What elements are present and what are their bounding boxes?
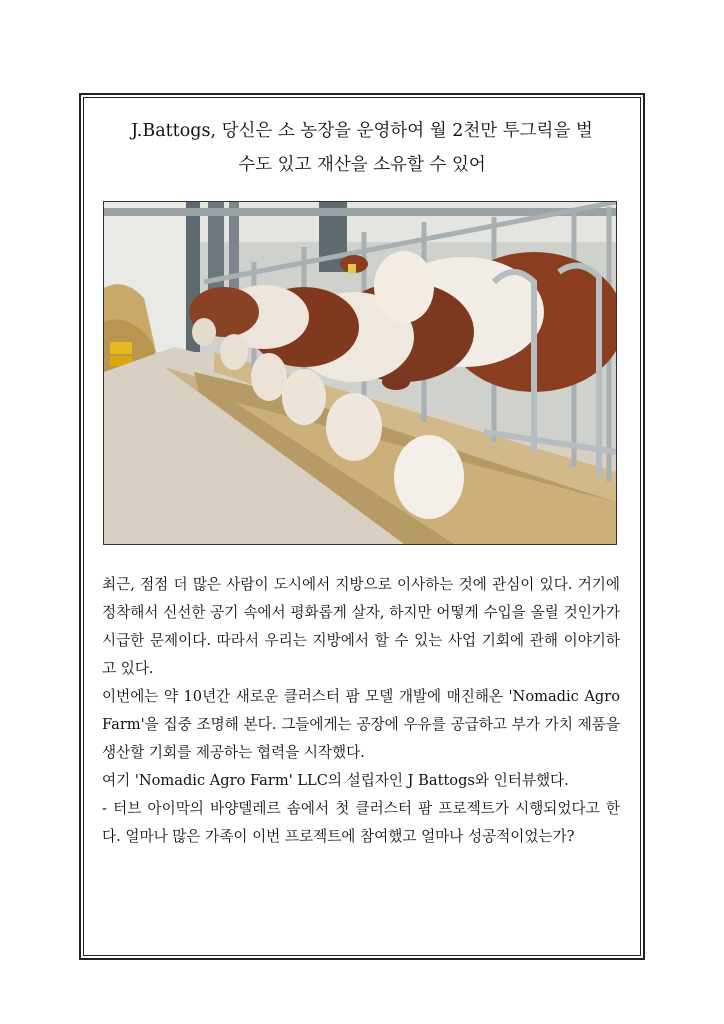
article-body (102, 571, 620, 851)
article-title (100, 114, 624, 182)
article-paragraph-4: - 터브 아이막의 바양델레르 솜에서 첫 클러스터 팜 프로젝트가 시행되었다고 한다. 얼마나 많은 가족이 이번 프로젝트에 참여했고 얼마나 성공적이었는가? (102, 800, 620, 845)
title-line-1: J.Battogs, 당신은 소 농장을 운영하여 월 2천만 투그릭을 벌 (131, 121, 593, 141)
article-paragraph-1: 최근, 점점 더 많은 사람이 도시에서 지방으로 이사하는 것에 관심이 있다. 거기에 정착해서 신선한 공기 속에서 평화롭게 살자, 하지만 어떻게 수입을 올릴 것인가가 시급한 문제이다. 따라서 우리는 지방에서 할 수 있는 사업 기회에 관해 이야기하고 있다. (102, 576, 620, 677)
title-line-2: 수도 있고 재산을 소유할 수 있어 (238, 155, 486, 175)
article-paragraph-2: 이번에는 약 10년간 새로운 클러스터 팜 모델 개발에 매진해온 'Nomadic Agro Farm'을 집중 조명해 본다. 그들에게는 공장에 우유를 공급하고 부가 가치 제품을 생산할 기회를 제공하는 협력을 시작했다. (102, 688, 620, 761)
article-paragraph-3: 여기 'Nomadic Agro Farm' LLC의 설립자인 J Battogs와 인터뷰했다. (102, 772, 569, 789)
cattle-barn-photo (103, 201, 617, 545)
